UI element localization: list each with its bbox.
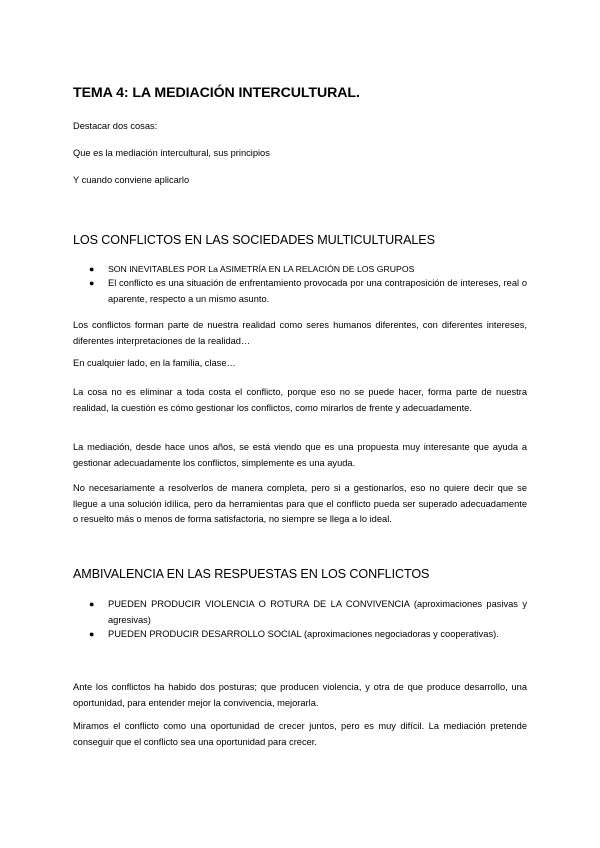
intro-line: Destacar dos cosas: bbox=[73, 121, 158, 131]
bullet-icon: ● bbox=[89, 599, 95, 609]
bullet-item bbox=[89, 276, 527, 307]
paragraph: La cosa no es eliminar a toda costa el conflicto, porque eso no se puede hacer, forma parte de nuestra realidad, la cuestión es cómo gestionar los conflictos, como mirarlos de frente y adecuadamente. bbox=[73, 387, 527, 413]
bullet-text: PUEDEN PRODUCIR VIOLENCIA O ROTURA DE LA CONVIVENCIA (aproximaciones pasivas y agresivas) bbox=[108, 599, 527, 625]
bullet-text: SON INEVITABLES POR La ASIMETRÍA EN LA RELACIÓN DE LOS GRUPOS bbox=[108, 264, 415, 274]
paragraph: En cualquier lado, en la familia, clase… bbox=[73, 358, 236, 368]
section-heading-ambivalence: AMBIVALENCIA EN LAS RESPUESTAS EN LOS CONFLICTOS bbox=[73, 567, 430, 581]
page-title: TEMA 4: LA MEDIACIÓN INTERCULTURAL. bbox=[73, 85, 360, 101]
bullet-text: El conflicto es una situación de enfrentamiento provocada por una contraposición de intereses, real o aparente, respecto a un mismo asunto. bbox=[108, 278, 527, 304]
section-heading-conflicts: LOS CONFLICTOS EN LAS SOCIEDADES MULTICULTURALES bbox=[73, 233, 435, 247]
intro-line: Y cuando conviene aplicarlo bbox=[73, 175, 190, 185]
paragraph: Ante los conflictos ha habido dos posturas; que producen violencia, y otra de que produce desarrollo, una oportunidad, para entender mejor la convivencia, mejorarla. bbox=[73, 682, 527, 708]
intro-line: Que es la mediación intercultural, sus principios bbox=[73, 148, 270, 158]
paragraph: La mediación, desde hace unos años, se está viendo que es una propuesta muy interesante que ayuda a gestionar adecuadamente los conflictos, simplemente es una ayuda. bbox=[73, 442, 527, 468]
paragraph: Miramos el conflicto como una oportunidad de crecer juntos, pero es muy difícil. La mediación pretende conseguir que el conflicto sea una oportunidad para crecer. bbox=[73, 721, 527, 747]
paragraph: No necesariamente a resolverlos de manera completa, pero si a gestionarlos, eso no quiere decir que se llegue a una solución idílica, pero da herramientas para que el conflicto pueda ser superado adecuadamente o resuelto más o menos de forma satisfactoria, no siempre se llega a lo ideal. bbox=[73, 483, 527, 524]
bullet-icon: ● bbox=[89, 264, 95, 274]
bullet-text: PUEDEN PRODUCIR DESARROLLO SOCIAL (aproximaciones negociadoras y cooperativas). bbox=[108, 629, 499, 639]
bullet-icon: ● bbox=[89, 629, 95, 639]
paragraph: Los conflictos forman parte de nuestra realidad como seres humanos diferentes, con diferentes intereses, diferentes interpretaciones de la realidad… bbox=[73, 320, 527, 346]
bullet-item bbox=[89, 597, 527, 628]
bullet-icon: ● bbox=[89, 278, 95, 288]
bullet-item bbox=[89, 627, 527, 643]
